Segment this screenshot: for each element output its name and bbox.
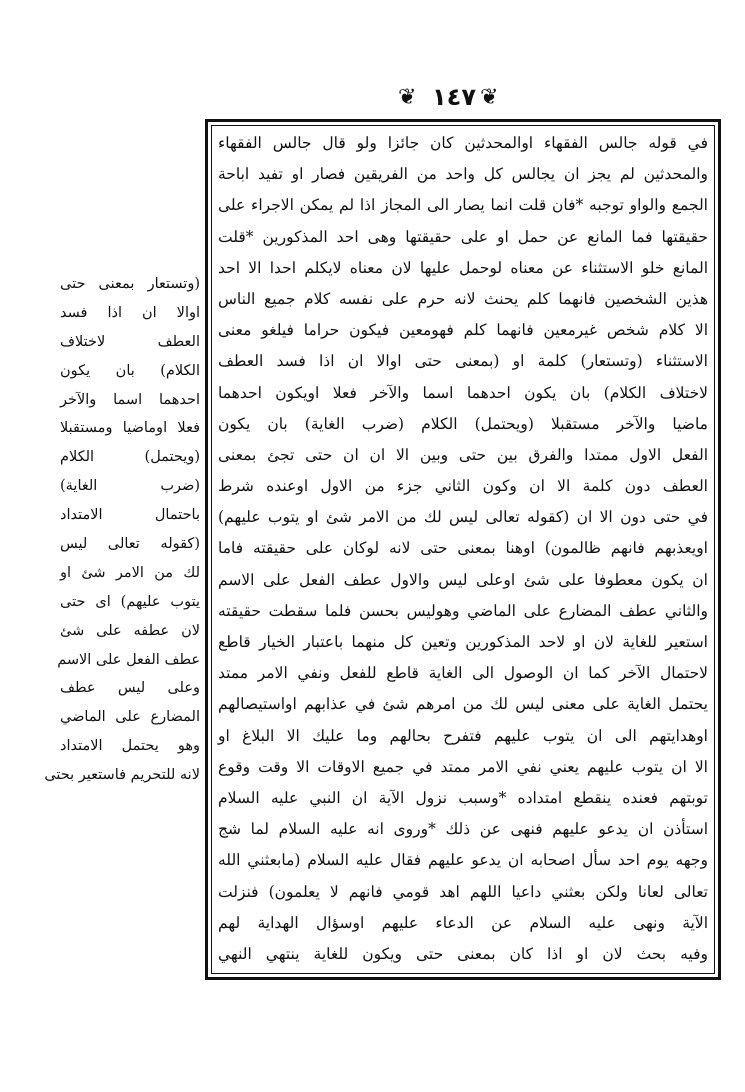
margin-commentary xyxy=(44,270,200,810)
margin-line: (ويحتمل) الكلام xyxy=(60,449,200,466)
margin-line: (وتستعار بمعنى حتى xyxy=(60,276,200,292)
main-line: استأذن ان يدعو عليهم فنهى عن ذلك *وروى انه عليه السلام لما شج xyxy=(218,820,708,839)
margin-line: (كقوله تعالى ليس xyxy=(60,536,200,553)
margin-line: لك من الامر شئ او xyxy=(60,564,200,581)
margin-line: الكلام) بان يكون xyxy=(60,362,200,379)
left-ornament-icon: ❦ xyxy=(398,85,417,110)
page-header xyxy=(384,80,530,116)
main-line: الفعل الاول ممتدا والفرق بين حتى وبين الا ان ان حتى تجئ بمعنى xyxy=(218,445,708,464)
margin-line: وهو يحتمل الامتداد xyxy=(60,738,200,755)
main-line: الا ان يتوب عليهم يعني نفي الامر ممتد في جميع الاوقات الا وقت وقوع xyxy=(218,757,708,776)
main-line: في قوله جالس الفقهاء اوالمحدثين كان جائزا ولو قال جالس الفقهاء xyxy=(218,134,708,152)
margin-line: فعلا اوماضيا ومستقبلا xyxy=(60,420,200,437)
main-line: لاختلاف الكلام) بان يكون احدهما اسما والآخر فعلا اويكون احدهما xyxy=(218,383,708,402)
main-line: تعالى لعانا ولكن بعثني داعيا اللهم اهد قومي فانهم لا يعلمون) فنزلت xyxy=(218,882,708,901)
main-line: يحتمل الغاية على معنى ليس لك من امرهم شئ في عذابهم اواستيصالهم xyxy=(218,695,708,714)
main-line: والثاني عطف المضارع على الماضي وهوليس بحسن فلما سقطت حقيقته xyxy=(218,601,708,620)
main-line: العطف دون كلمة الا ان وكون الثاني جزء من الاول اوعنده شرط xyxy=(218,477,708,496)
main-line: الاستثناء (وتستعار) كلمة او (بمعنى حتى اوالا ان اذا فسد العطف xyxy=(218,352,708,371)
margin-line: باحتمال الامتداد xyxy=(60,507,200,524)
main-line: توبتهم فعنده ينقطع امتداده *وسبب نزول الآية ان النبي عليه السلام xyxy=(218,788,708,807)
main-line: حقيقتها فما المانع عن حمل او على حقيقتها وهى احد المذكورين *قلت xyxy=(218,227,708,246)
main-line: المانع خلو الاستثناء عن معناه لوحمل عليها لان معناه لايكلم احدا الا احد xyxy=(218,258,708,277)
margin-line: عطف الفعل على الاسم xyxy=(57,651,200,668)
margin-line: احدهما اسما والآخر xyxy=(60,391,200,408)
margin-line: المضارع على الماضي xyxy=(60,709,200,726)
main-line: اويعذبهم فانهم ظالمون) اوهنا بمعنى حتى لانه لوكان على حقيقته فاما xyxy=(218,539,708,558)
main-line: وجهه يوم احد سأل اصحابه ان يدعو عليهم فقال عليه السلام (مابعثني الله xyxy=(218,851,708,870)
main-line: اوهدايتهم الى ان يتوب عليهم فتفرح بحالهم وما عليك الا البلاغ او xyxy=(218,726,708,745)
main-line: وفيه بحث لان او اذا كان بمعنى حتى ويكون للغاية ينتهي النهي xyxy=(218,944,708,963)
main-line: ان يكون معطوفا على شئ اوعلى ليس والاول عطف الفعل على الاسم xyxy=(218,570,708,589)
margin-line: (ضرب الغاية) xyxy=(60,478,200,495)
main-line: لاحتمال الآخر كما ان الوصول الى الغاية قاطع للفعل ونفي الامر ممتد xyxy=(218,664,708,683)
margin-line: لانه للتحريم فاستعير بحتى xyxy=(44,767,200,784)
main-line: هذين الشخصين فانهما كلم يحنث لانه حرم على نفسه كلام جميع الناس xyxy=(218,289,708,308)
margin-line: اوالا ان اذا فسد xyxy=(60,304,200,321)
right-ornament-icon: ❦ xyxy=(480,85,499,110)
margin-line: العطف لاختلاف xyxy=(60,333,200,350)
page-number: ١٤٧ xyxy=(432,83,476,111)
margin-line: وعلى ليس عطف xyxy=(60,680,200,697)
main-line: والمحدثين لم يجز ان يجالس كل واحد من الفريقين فصار او تفيد اباحة xyxy=(218,165,708,184)
main-text-block xyxy=(218,128,708,968)
main-line: في حتى دون الا ان (كقوله تعالى ليس لك من الامر شئ او يتوب عليهم) xyxy=(218,508,708,527)
main-line: استعير للغاية لان او لاحد المذكورين وتعين كل منهما باعتبار الخيار قاطع xyxy=(218,633,708,651)
margin-line: لان عطفه على شئ xyxy=(60,622,200,639)
main-line: ماضيا والآخر مستقبلا (ويحتمل) الكلام (ضرب الغاية) بان يكون xyxy=(218,414,708,433)
main-line: الا كلام شخص غيرمعين فانهما كلم فهومعين فيكون حراما فيلغو معنى xyxy=(218,321,708,340)
main-line: الآية ونهى عليه السلام عن الدعاء عليهم اوسؤال الهداية لهم xyxy=(218,913,708,932)
margin-line: يتوب عليهم) اى حتى xyxy=(60,593,200,610)
main-line: الجمع والواو توجبه *فان قلت انما يصار الى المجاز اذا لم يمكن الاجراء على xyxy=(218,196,708,215)
